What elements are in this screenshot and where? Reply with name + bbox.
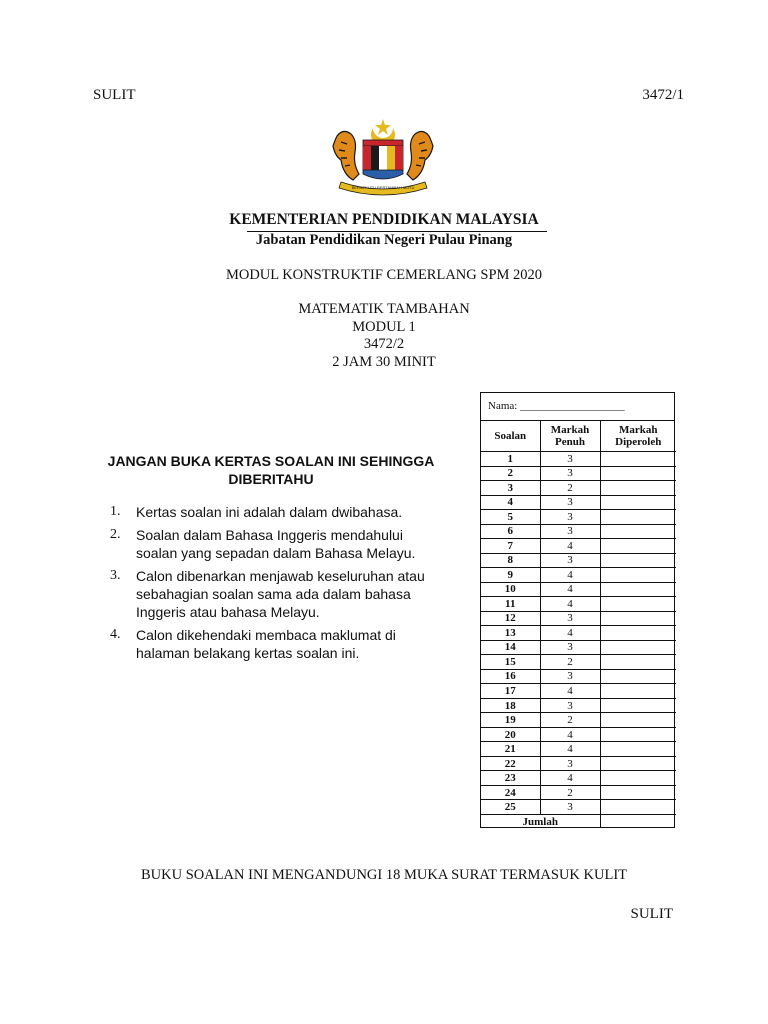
full-marks-cell: 2: [540, 655, 600, 670]
candidate-name-field[interactable]: Nama: ___________________: [481, 393, 674, 421]
full-marks-cell: 3: [540, 553, 600, 568]
marks-obtained-cell[interactable]: [600, 655, 676, 670]
question-number: 16: [481, 669, 540, 684]
question-number: 14: [481, 640, 540, 655]
table-row: [481, 742, 676, 757]
full-marks-cell: 4: [540, 771, 600, 786]
table-row: [481, 611, 676, 626]
full-marks-cell: 4: [540, 582, 600, 597]
question-number: 25: [481, 800, 540, 815]
marks-obtained-cell[interactable]: [600, 597, 676, 612]
full-marks-cell: 3: [540, 698, 600, 713]
header-classification: SULIT: [93, 87, 136, 103]
full-marks-cell: 4: [540, 539, 600, 554]
question-number: 23: [481, 771, 540, 786]
table-row: [481, 539, 676, 554]
instruction-item: [110, 567, 440, 621]
marks-obtained-cell[interactable]: [600, 800, 676, 815]
table-row: [481, 771, 676, 786]
full-marks-cell: 3: [540, 800, 600, 815]
subject-code: 3472/2: [363, 336, 405, 352]
table-row: [481, 698, 676, 713]
marks-obtained-cell[interactable]: [600, 727, 676, 742]
full-marks-cell: 4: [540, 568, 600, 583]
instruction-text: Calon dikehendaki membaca maklumat di halaman belakang kertas soalan ini.: [136, 627, 396, 661]
table-row: [481, 713, 676, 728]
question-number: 9: [481, 568, 540, 583]
marks-obtained-cell[interactable]: [600, 742, 676, 757]
full-marks-cell: 3: [540, 669, 600, 684]
instruction-text: Kertas soalan ini adalah dalam dwibahasa.: [136, 504, 403, 520]
marks-obtained-cell[interactable]: [600, 771, 676, 786]
marks-obtained-cell[interactable]: [600, 785, 676, 800]
table-row: [481, 481, 676, 496]
footer-classification: SULIT: [630, 906, 673, 922]
marks-obtained-cell[interactable]: [600, 568, 676, 583]
table-row: [481, 568, 676, 583]
table-row: [481, 582, 676, 597]
marks-obtained-cell[interactable]: [600, 553, 676, 568]
question-number: 13: [481, 626, 540, 641]
coat-of-arms-icon: [327, 118, 439, 196]
header-full-marks: Markah Penuh: [540, 421, 600, 452]
question-number: 4: [481, 495, 540, 510]
full-marks-cell: 3: [540, 611, 600, 626]
marks-obtained-cell[interactable]: [600, 495, 676, 510]
table-row: [481, 727, 676, 742]
subject-block: [0, 301, 768, 371]
instruction-item: [110, 626, 440, 662]
marks-obtained-cell[interactable]: [600, 466, 676, 481]
ministry-title: KEMENTERIAN PENDIDIKAN MALAYSIA: [229, 211, 539, 228]
table-row: [481, 510, 676, 525]
marks-obtained-cell[interactable]: [600, 539, 676, 554]
marks-obtained-cell[interactable]: [600, 713, 676, 728]
full-marks-cell: 4: [540, 626, 600, 641]
instruction-item: [110, 503, 440, 521]
question-number: 18: [481, 698, 540, 713]
total-row: [481, 814, 676, 828]
question-number: 10: [481, 582, 540, 597]
question-number: 6: [481, 524, 540, 539]
instruction-text: Calon dibenarkan menjawab keseluruhan atau sebahagian soalan sama ada dalam bahasa Inggeris atau bahasa Melayu.: [136, 568, 425, 620]
marks-obtained-cell[interactable]: [600, 698, 676, 713]
instruction-number: 2.: [110, 527, 121, 542]
marks-obtained-cell[interactable]: [600, 640, 676, 655]
table-row: [481, 524, 676, 539]
question-number: 2: [481, 466, 540, 481]
total-label: Jumlah: [481, 814, 600, 828]
full-marks-cell: 3: [540, 524, 600, 539]
full-marks-cell: 3: [540, 756, 600, 771]
table-row: [481, 495, 676, 510]
score-table-body: [481, 452, 676, 829]
full-marks-cell: 2: [540, 713, 600, 728]
total-marks-cell[interactable]: [600, 814, 676, 828]
marks-obtained-cell[interactable]: [600, 669, 676, 684]
header-marks-obtained: Markah Diperoleh: [600, 421, 676, 452]
full-marks-cell: 2: [540, 785, 600, 800]
table-row: [481, 466, 676, 481]
question-number: 22: [481, 756, 540, 771]
warning-heading: JANGAN BUKA KERTAS SOALAN INI SEHINGGA DIBERITAHU: [107, 453, 435, 487]
marks-obtained-cell[interactable]: [600, 611, 676, 626]
module-title: MODUL KONSTRUKTIF CEMERLANG SPM 2020: [225, 267, 543, 283]
marks-obtained-cell[interactable]: [600, 510, 676, 525]
instruction-list: [110, 503, 440, 667]
header-paper-code: 3472/1: [642, 87, 684, 103]
full-marks-cell: 3: [540, 452, 600, 467]
table-row: [481, 640, 676, 655]
full-marks-cell: 4: [540, 684, 600, 699]
question-number: 8: [481, 553, 540, 568]
score-table: [481, 421, 676, 828]
question-number: 24: [481, 785, 540, 800]
question-number: 7: [481, 539, 540, 554]
marks-obtained-cell[interactable]: [600, 582, 676, 597]
question-number: 11: [481, 597, 540, 612]
instruction-item: [110, 526, 440, 562]
department-title: Jabatan Pendidikan Negeri Pulau Pinang: [255, 232, 513, 248]
full-marks-cell: 2: [540, 481, 600, 496]
full-marks-cell: 4: [540, 597, 600, 612]
full-marks-cell: 3: [540, 510, 600, 525]
header-question: Soalan: [481, 421, 540, 452]
full-marks-cell: 3: [540, 466, 600, 481]
marks-obtained-cell[interactable]: [600, 756, 676, 771]
question-number: 3: [481, 481, 540, 496]
table-row: [481, 669, 676, 684]
crest-motto: BERSEKUTU BERTAMBAH MUTU: [351, 185, 415, 190]
page-count-note: BUKU SOALAN INI MENGANDUNGI 18 MUKA SURAT TERMASUK KULIT: [140, 867, 628, 883]
instruction-number: 3.: [110, 568, 121, 583]
subject-duration: 2 JAM 30 MINIT: [332, 353, 436, 370]
table-row: [481, 655, 676, 670]
full-marks-cell: 3: [540, 495, 600, 510]
marks-obtained-cell[interactable]: [600, 524, 676, 539]
question-number: 17: [481, 684, 540, 699]
table-row: [481, 756, 676, 771]
full-marks-cell: 4: [540, 742, 600, 757]
instruction-number: 1.: [110, 504, 121, 519]
marks-obtained-cell[interactable]: [600, 684, 676, 699]
full-marks-cell: 4: [540, 727, 600, 742]
subject-name: MATEMATIK TAMBAHAN: [298, 301, 470, 317]
question-number: 5: [481, 510, 540, 525]
score-table-box: [480, 392, 675, 828]
question-number: 15: [481, 655, 540, 670]
instruction-text: Soalan dalam Bahasa Inggeris mendahului soalan yang sepadan dalam Bahasa Melayu.: [136, 527, 416, 561]
instruction-number: 4.: [110, 627, 121, 642]
subject-module: MODUL 1: [352, 318, 416, 335]
question-number: 1: [481, 452, 540, 467]
marks-obtained-cell[interactable]: [600, 626, 676, 641]
table-row: [481, 684, 676, 699]
question-number: 21: [481, 742, 540, 757]
question-number: 12: [481, 611, 540, 626]
table-row: [481, 626, 676, 641]
table-row: [481, 800, 676, 815]
marks-obtained-cell[interactable]: [600, 452, 676, 467]
full-marks-cell: 3: [540, 640, 600, 655]
table-row: [481, 452, 676, 467]
question-number: 20: [481, 727, 540, 742]
question-number: 19: [481, 713, 540, 728]
table-row: [481, 785, 676, 800]
table-row: [481, 553, 676, 568]
table-row: [481, 597, 676, 612]
marks-obtained-cell[interactable]: [600, 481, 676, 496]
